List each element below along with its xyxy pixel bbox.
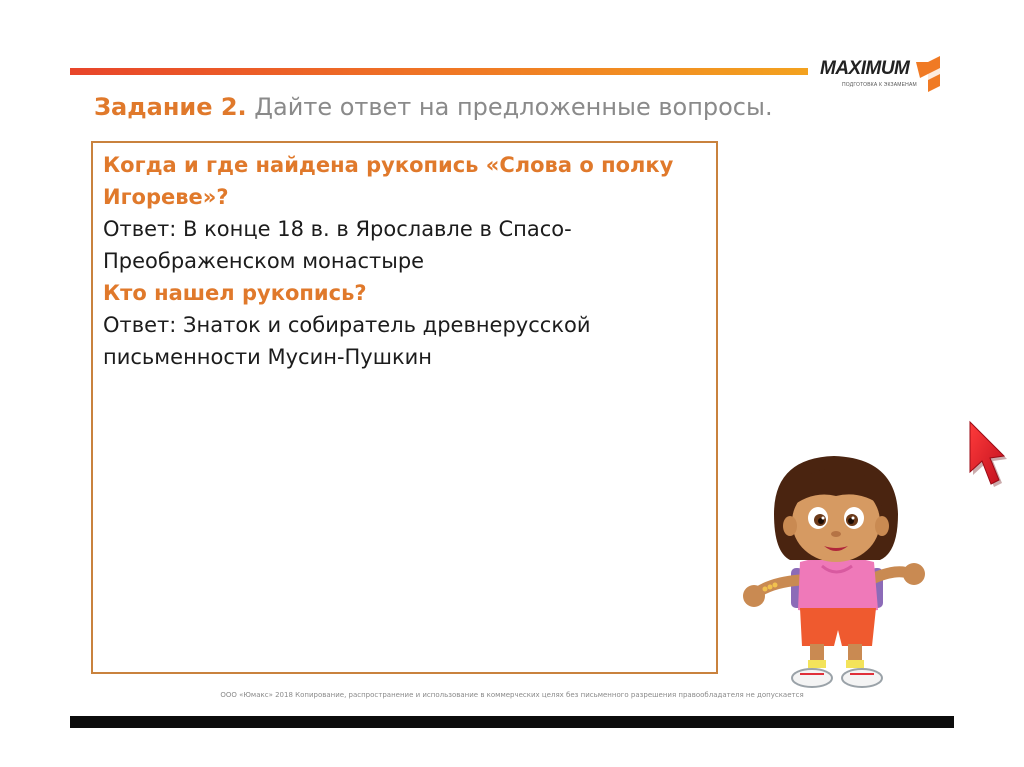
task-number: Задание 2. xyxy=(94,93,247,121)
logo-mark-icon xyxy=(912,54,944,92)
question-1: Когда и где найдена рукопись «Слова о полку Игореве»? xyxy=(103,153,674,209)
answer-box xyxy=(91,141,718,674)
logo-wordmark: MAXIMUM xyxy=(820,58,910,79)
page-title xyxy=(94,93,773,121)
bottom-bar xyxy=(70,716,954,728)
copyright-note: ООО «Юмакс» 2018 Копирование, распространение и использование в коммерческих целях без письменного разрешения правообладателя не допускается xyxy=(220,691,804,699)
logo-tagline: ПОДГОТОВКА К ЭКЗАМЕНАМ xyxy=(842,82,917,88)
task-instruction: Дайте ответ на предложенные вопросы. xyxy=(246,93,773,121)
answer-1: Ответ: В конце 18 в. в Ярославле в Спасо-Преображенском монастыре xyxy=(103,217,572,273)
answer-2: Ответ: Знаток и собиратель древнерусской письменности Мусин-Пушкин xyxy=(103,313,591,369)
question-2: Кто нашел рукопись? xyxy=(103,281,367,305)
maximum-logo xyxy=(820,52,944,94)
red-arrow-cursor-icon xyxy=(964,418,1008,490)
qa-block xyxy=(103,149,706,373)
top-accent-rule xyxy=(70,68,808,75)
cartoon-girl-illustration xyxy=(738,450,934,690)
